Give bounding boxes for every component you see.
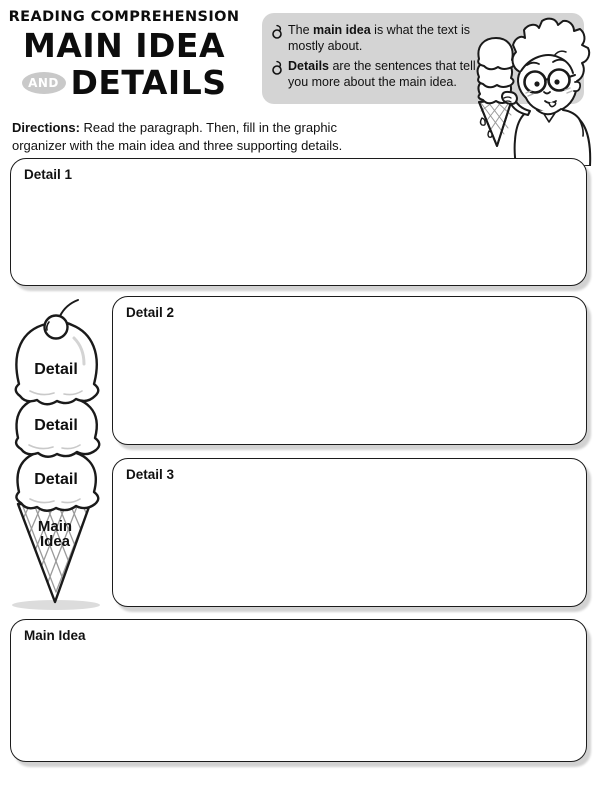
- scoop-label-2: Detail: [34, 417, 78, 434]
- page-title-line2: [8, 64, 240, 101]
- and-badge: AND: [22, 72, 66, 94]
- box-label: Detail 2: [126, 305, 175, 320]
- directions-text: Directions: Read the paragraph. Then, fill in the graphic organizer with the main idea and three supporting details.: [12, 120, 343, 153]
- cone-label-main: Main: [37, 518, 73, 535]
- cherry-icon: [271, 60, 284, 75]
- detail-3-box[interactable]: [112, 458, 587, 607]
- ice-cream-cone-diagram: [4, 294, 108, 616]
- detail-1-box[interactable]: [10, 158, 587, 286]
- boy-with-ice-cream-illustration: [466, 14, 600, 166]
- definition-text: Details are the sentences that tell you more about the main idea.: [288, 59, 476, 89]
- scoop-label-1: Detail: [34, 361, 78, 378]
- box-label: Main Idea: [24, 628, 86, 643]
- box-label: Detail 1: [24, 167, 73, 182]
- cone-label-idea: Idea: [39, 533, 71, 550]
- boy-head: [513, 19, 590, 112]
- box-label: Detail 3: [126, 467, 175, 482]
- kicker-title: READING COMPREHENSION: [8, 9, 240, 25]
- page-title-details: DETAILS: [70, 63, 227, 102]
- cherry-icon: [271, 24, 284, 39]
- definition-text: The main idea is what the text is mostly about.: [288, 23, 471, 53]
- page-title: MAIN IDEA: [22, 26, 226, 65]
- main-idea-box[interactable]: [10, 619, 587, 762]
- detail-2-box[interactable]: [112, 296, 587, 445]
- scoop-label-3: Detail: [34, 471, 78, 488]
- worksheet-title-block: [8, 8, 240, 101]
